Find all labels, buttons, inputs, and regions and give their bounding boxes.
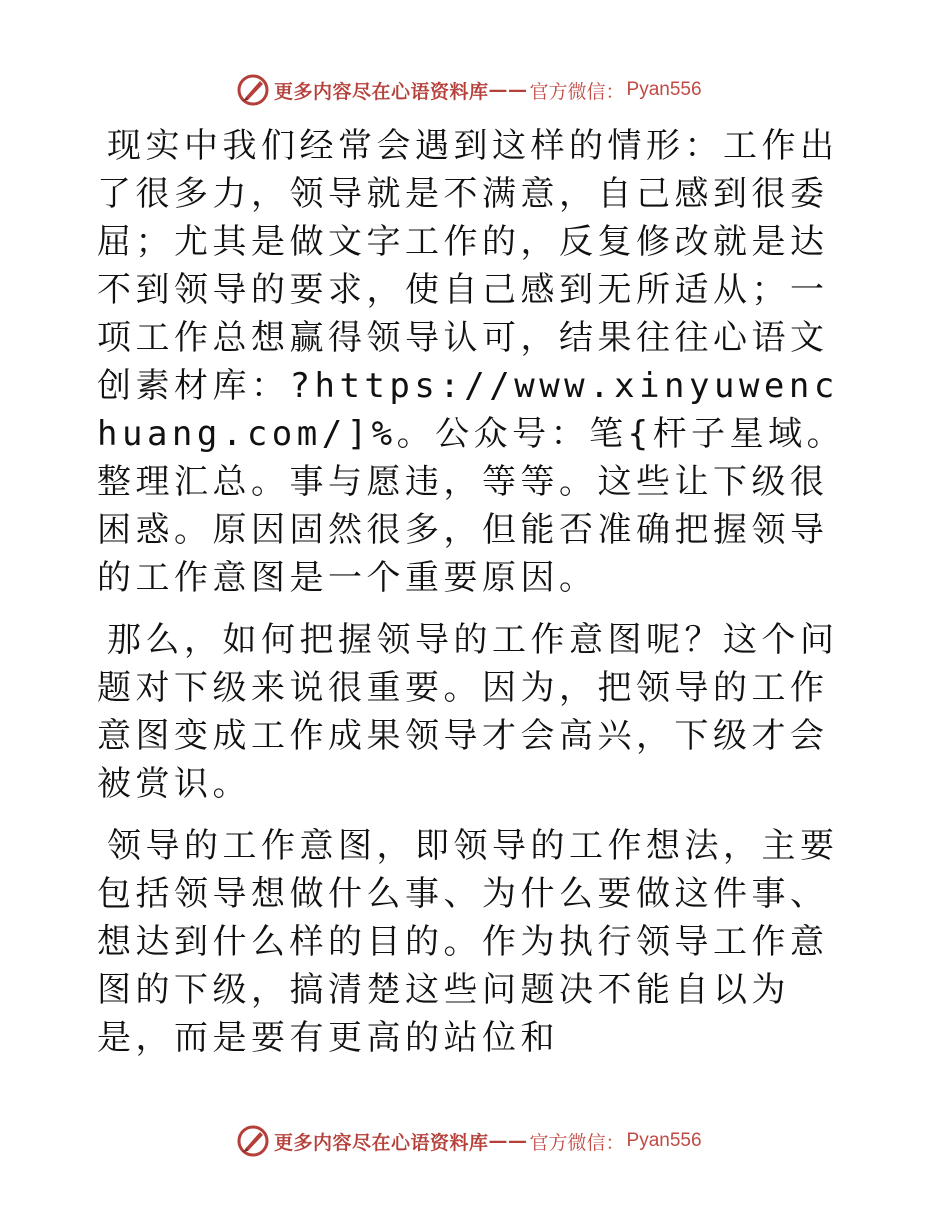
banner-wechat-label: 官方微信： xyxy=(529,80,625,103)
banner-slogan: 更多内容尽在心语资料库 xyxy=(274,80,489,103)
paragraph-1: 现实中我们经常会遇到这样的情形：工作出了很多力，领导就是不满意，自己感到很委屈；尤其是做文字工作的，反复修改就是达不到领导的要求，使自己感到无所适从；一项工作总想赢得领导认可，结果往往心语文创素材库：?https://www.xinyuwenchuang.com/]%。公众号：笔{杆子星域。整理汇总。事与愿违，等等。这些让下级很困惑。原因固然很多，但能否准确把握领导的工作意图是一个重要原因。 xyxy=(97,126,846,598)
footer-wechat-id: Pyan556 xyxy=(626,1130,702,1151)
quill-pen-logo-icon xyxy=(236,73,270,107)
document-body xyxy=(97,122,857,1062)
quill-pen-logo-icon xyxy=(236,1124,270,1158)
banner-dash: —— xyxy=(488,79,528,101)
footer-dash: —— xyxy=(488,1130,528,1152)
banner-wechat-id: Pyan556 xyxy=(626,79,702,100)
footer-banner xyxy=(236,1124,702,1158)
footer-slogan: 更多内容尽在心语资料库 xyxy=(274,1131,489,1154)
header-banner xyxy=(236,73,702,107)
footer-wechat-label: 官方微信： xyxy=(529,1131,625,1154)
paragraph-3: 领导的工作意图，即领导的工作想法，主要包括领导想做什么事、为什么要做这件事、想达到什么样的目的。作为执行领导工作意图的下级，搞清楚这些问题决不能自以为是，而是要有更高的站位和 xyxy=(97,826,839,1058)
paragraph-2: 那么，如何把握领导的工作意图呢？这个问题对下级来说很重要。因为，把领导的工作意图变成工作成果领导才会高兴，下级才会被赏识。 xyxy=(97,620,839,804)
